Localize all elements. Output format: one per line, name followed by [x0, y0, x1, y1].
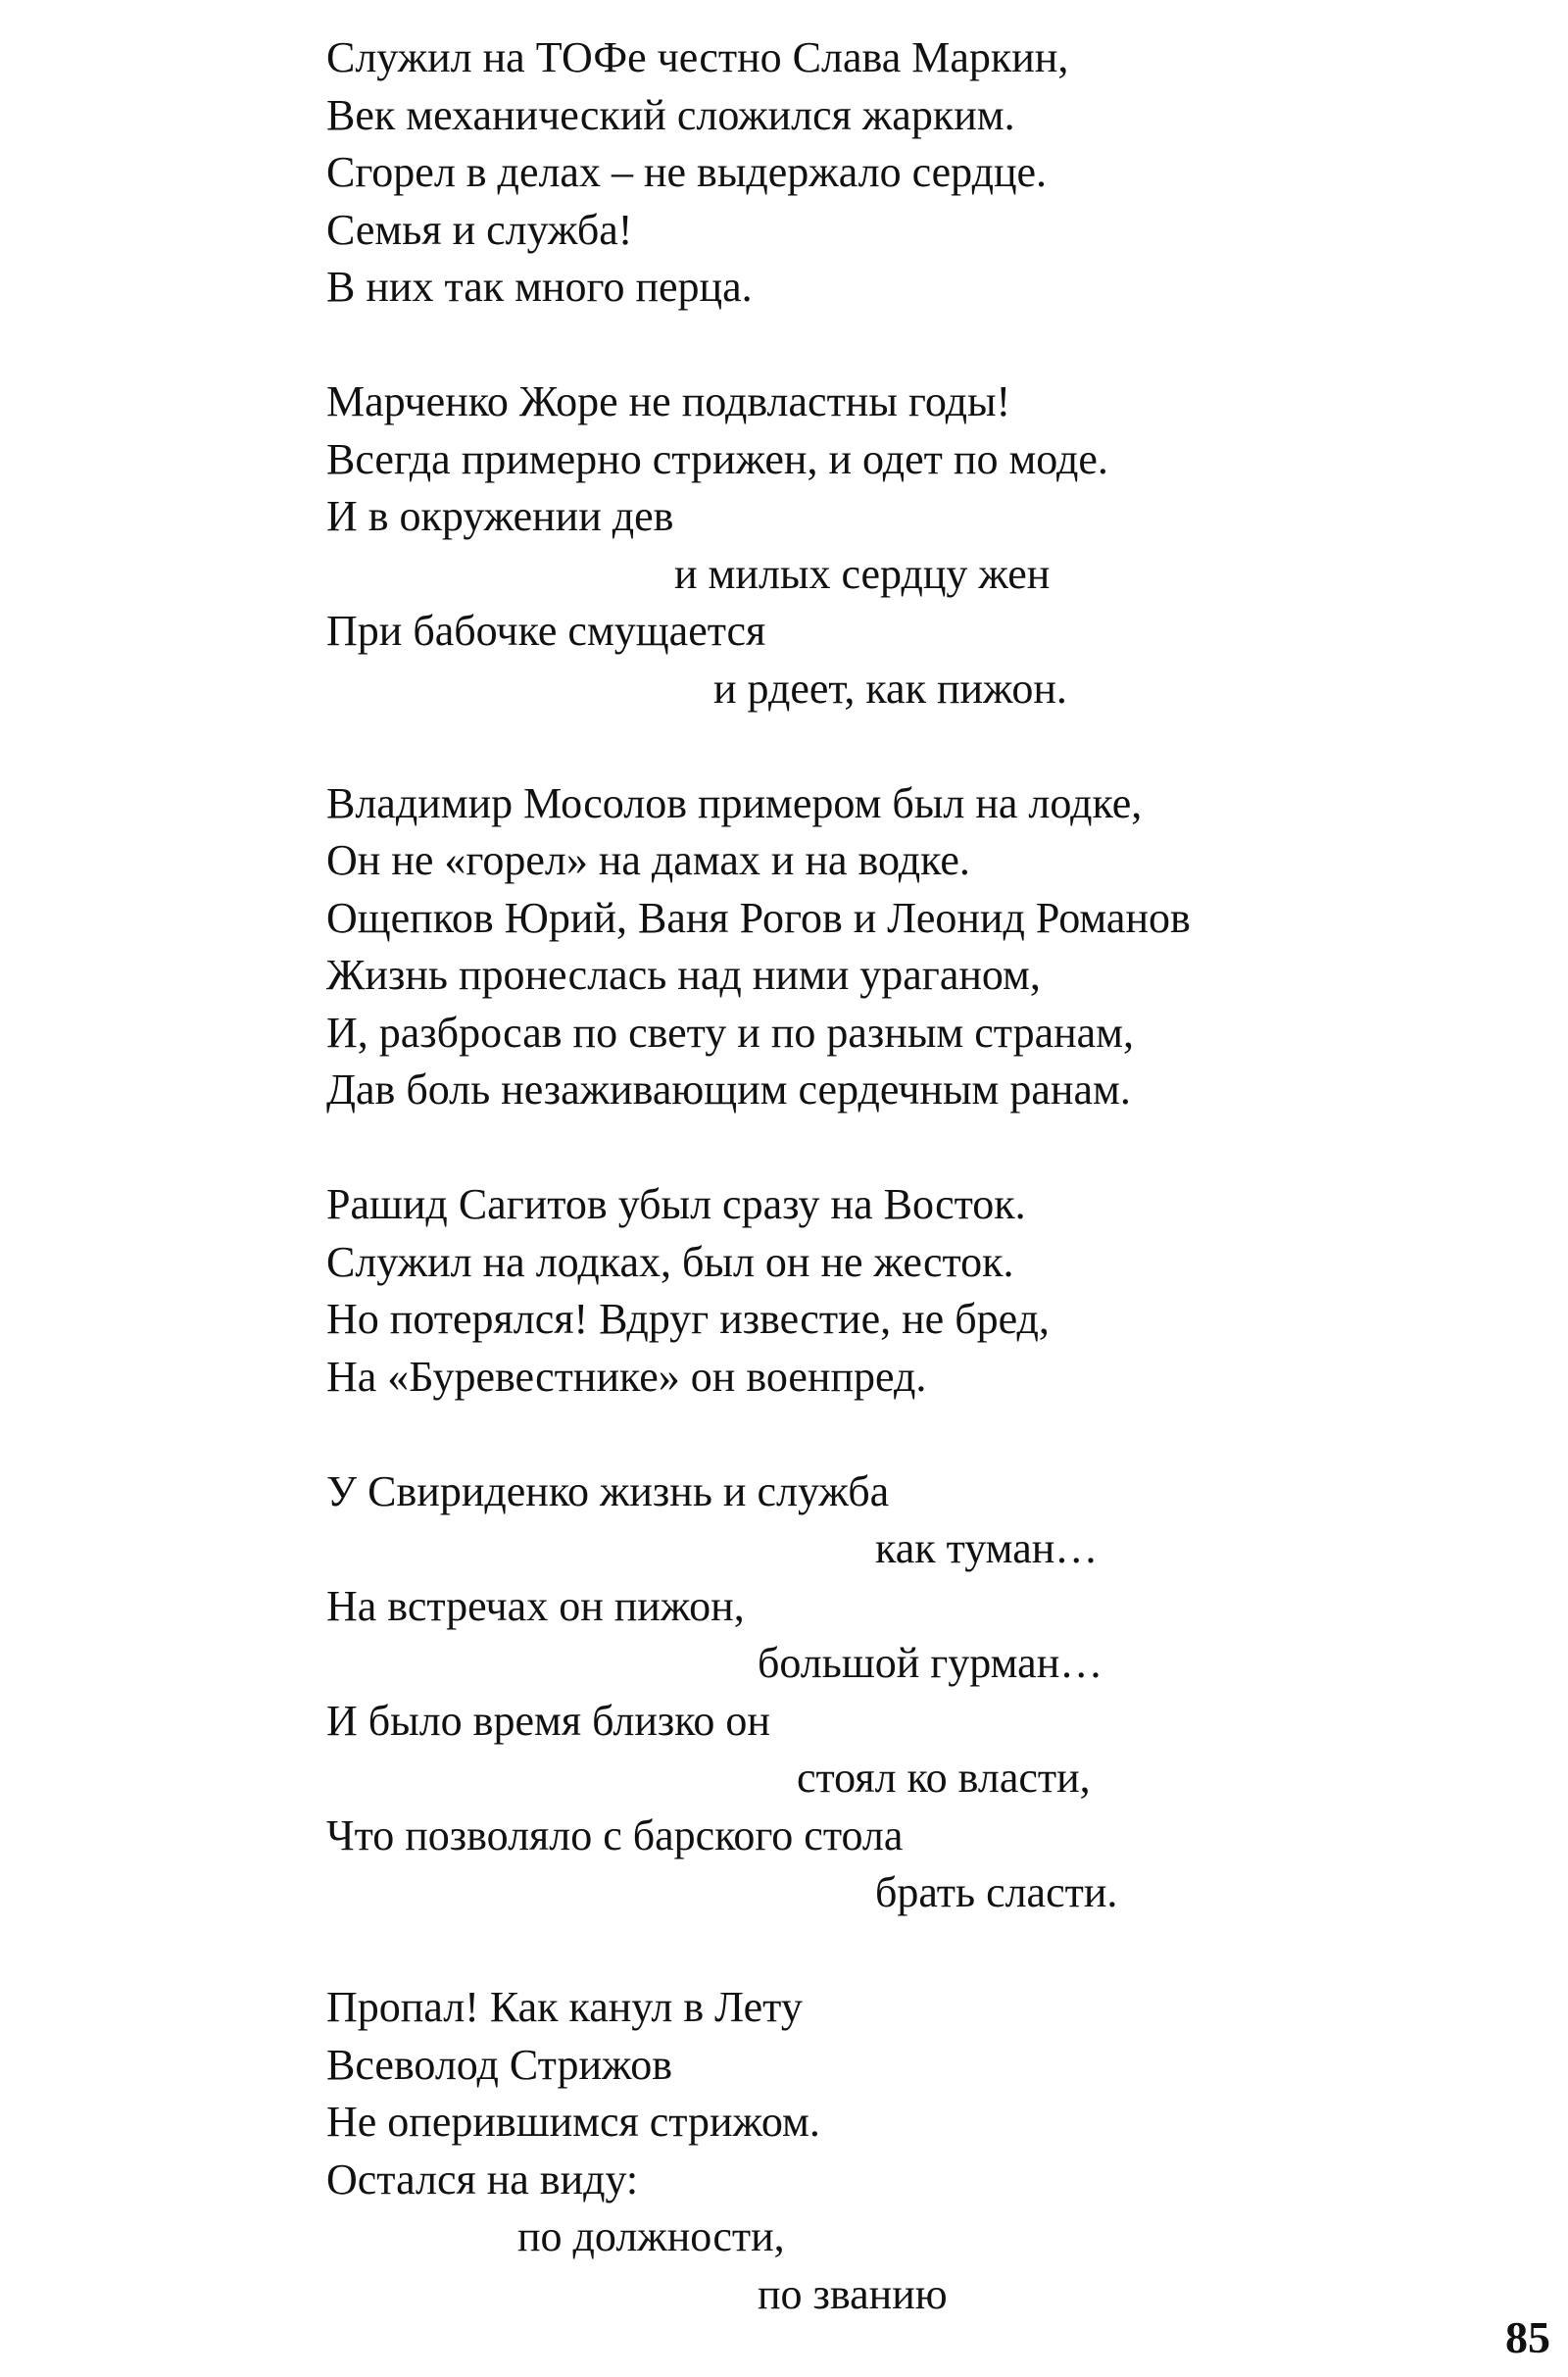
poem-line: Пропал! Как канул в Лету: [326, 1983, 803, 2031]
stanza-gap: [326, 1406, 1404, 1463]
poem-line: Не оперившимся стрижом.: [326, 2098, 820, 2146]
stanza-gap: [326, 718, 1404, 775]
poem-line: Владимир Мосолов примером был на лодке,: [326, 778, 1143, 827]
poem-line: Что позволяло с барского стола: [326, 1810, 904, 1859]
poem-line: Сгорел в делах – не выдержало сердце.: [326, 148, 1048, 196]
stanza: [326, 1176, 1404, 1406]
poem-line: Рашид Сагитов убыл сразу на Восток.: [326, 1180, 1026, 1228]
poem-line: И, разбросав по свету и по разным странам,: [326, 1008, 1135, 1057]
poem-line: Марченко Жоре не подвластны годы!: [326, 377, 1011, 425]
stanza: [326, 1979, 1404, 2323]
poem-line: по должности,: [517, 2212, 785, 2260]
stanza: [326, 373, 1404, 718]
poem-line: стоял ко власти,: [797, 1754, 1091, 1802]
poem-line: по званию: [758, 2269, 948, 2318]
poem-line: Дав боль незаживающим сердечным ранам.: [326, 1065, 1131, 1114]
poem-line: Служил на лодках, был он не жесток.: [326, 1237, 1014, 1286]
poem-line: и рдеет, как пижон.: [713, 664, 1067, 713]
stanza-gap: [326, 317, 1404, 374]
poem-line: брать сласти.: [875, 1868, 1118, 1916]
poem-line: И было время близко он: [326, 1696, 770, 1745]
stanza: [326, 775, 1404, 1119]
stanza: [326, 29, 1404, 317]
poem-line: В них так много перца.: [326, 263, 753, 311]
poem-line: Жизнь пронеслась над ними ураганом,: [326, 951, 1041, 999]
poem-line: И в окружении дев: [326, 492, 674, 540]
poem-line: На встречах он пижон,: [326, 1581, 745, 1630]
stanza-gap: [326, 1922, 1404, 1980]
page-number: 85: [1505, 2312, 1550, 2362]
poem-line: Век механический сложился жарким.: [326, 90, 1015, 139]
poem-line: Служил на ТОФе честно Слава Маркин,: [326, 33, 1069, 81]
poem-line: Но потерялся! Вдруг известие, не бред,: [326, 1295, 1050, 1343]
stanza: [326, 1463, 1404, 1922]
poem-line: Он не «горел» на дамах и на водке.: [326, 836, 970, 884]
stanza-gap: [326, 1119, 1404, 1177]
poem-line: Семья и служба!: [326, 205, 633, 254]
poem-line: На «Буревестнике» он военпред.: [326, 1352, 927, 1401]
poem-line: Всегда примерно стрижен, и одет по моде.: [326, 434, 1108, 483]
poem-line: большой гурман…: [758, 1639, 1103, 1687]
poem-line: Ощепков Юрий, Ваня Рогов и Леонид Романов: [326, 893, 1191, 942]
poem-line: Всеволод Стрижов: [326, 2040, 673, 2089]
poem-line: Остался на виду:: [326, 2154, 639, 2204]
poem-text: [326, 29, 1404, 2323]
poem-line: как туман…: [875, 1524, 1099, 1572]
poem-line: и милых сердцу жен: [674, 549, 1051, 598]
poem-line: У Свириденко жизнь и служба: [326, 1466, 890, 1515]
poem-line: При бабочке смущается: [326, 607, 766, 655]
